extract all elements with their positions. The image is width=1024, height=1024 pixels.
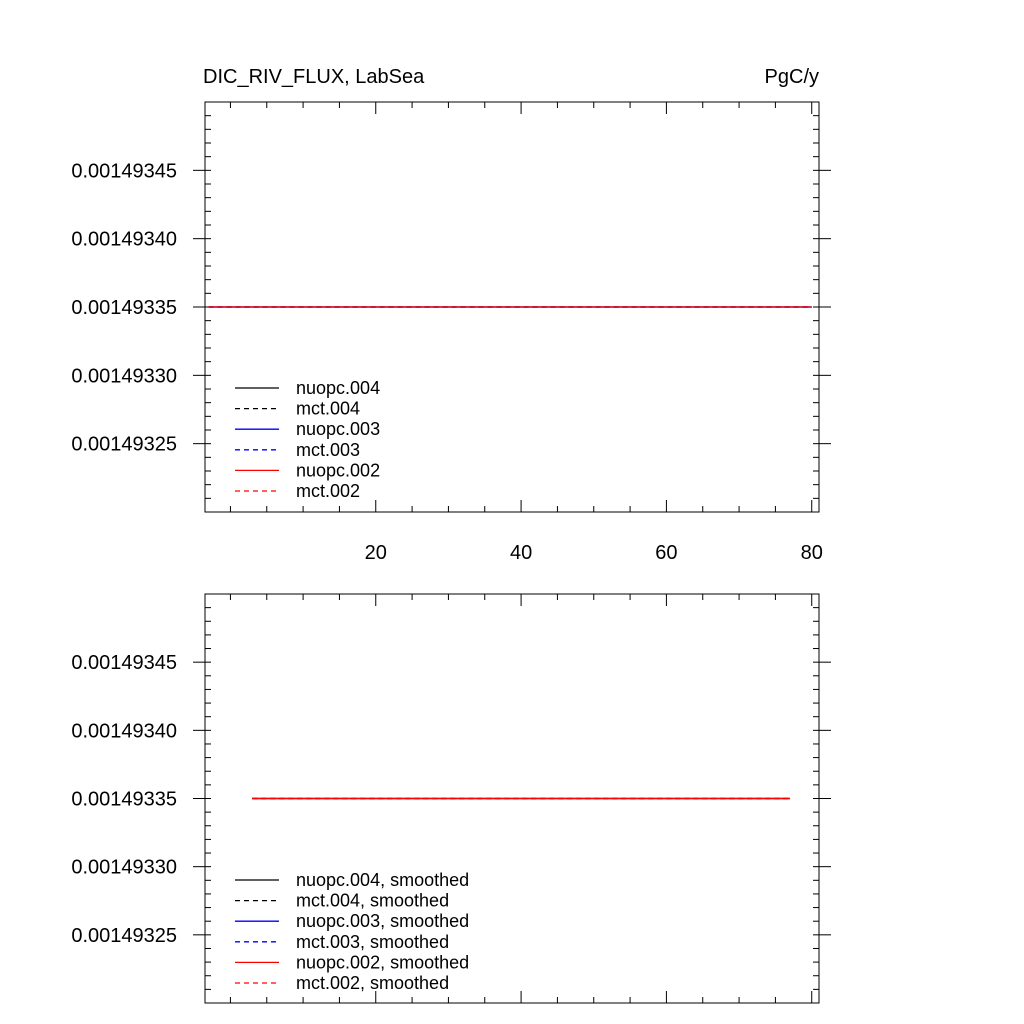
chart-units: PgC/y [764, 66, 819, 88]
legend-label: mct.004, smoothed [296, 890, 450, 911]
y-tick-label: 0.00149330 [71, 365, 177, 388]
x-tick-label: 40 [509, 542, 533, 564]
y-tick-label: 0.00149335 [71, 788, 177, 811]
legend-label: mct.003 [296, 439, 361, 460]
y-tick-label: 0.00149340 [71, 720, 177, 743]
chart-panel-bottom [71, 594, 831, 1003]
x-tick-label: 20 [364, 542, 387, 564]
legend-label: mct.003, smoothed [296, 931, 450, 952]
y-tick-label: 0.00149330 [71, 856, 177, 879]
y-tick-label: 0.00149345 [71, 652, 177, 675]
y-tick-label: 0.00149345 [71, 160, 177, 183]
legend [235, 378, 380, 501]
legend-label: nuopc.003, smoothed [296, 911, 470, 932]
legend [235, 870, 469, 993]
legend-label: nuopc.003 [296, 419, 381, 440]
legend-label: nuopc.004, smoothed [296, 870, 470, 890]
x-tick-label: 80 [800, 542, 823, 564]
y-tick-label: 0.00149325 [71, 433, 177, 456]
legend-label: nuopc.004 [296, 378, 381, 398]
chart-title: DIC_RIV_FLUX, LabSea [203, 66, 425, 88]
chart-panel-top [71, 66, 831, 564]
y-tick-label: 0.00149340 [71, 228, 177, 251]
legend-label: mct.002 [296, 481, 361, 501]
legend-label: nuopc.002 [296, 460, 381, 481]
y-tick-label: 0.00149325 [71, 924, 177, 947]
legend-label: nuopc.002, smoothed [296, 952, 470, 973]
y-tick-label: 0.00149335 [71, 297, 177, 319]
legend-label: mct.002, smoothed [296, 973, 450, 993]
x-tick-label: 60 [655, 542, 678, 564]
legend-label: mct.004 [296, 398, 361, 419]
